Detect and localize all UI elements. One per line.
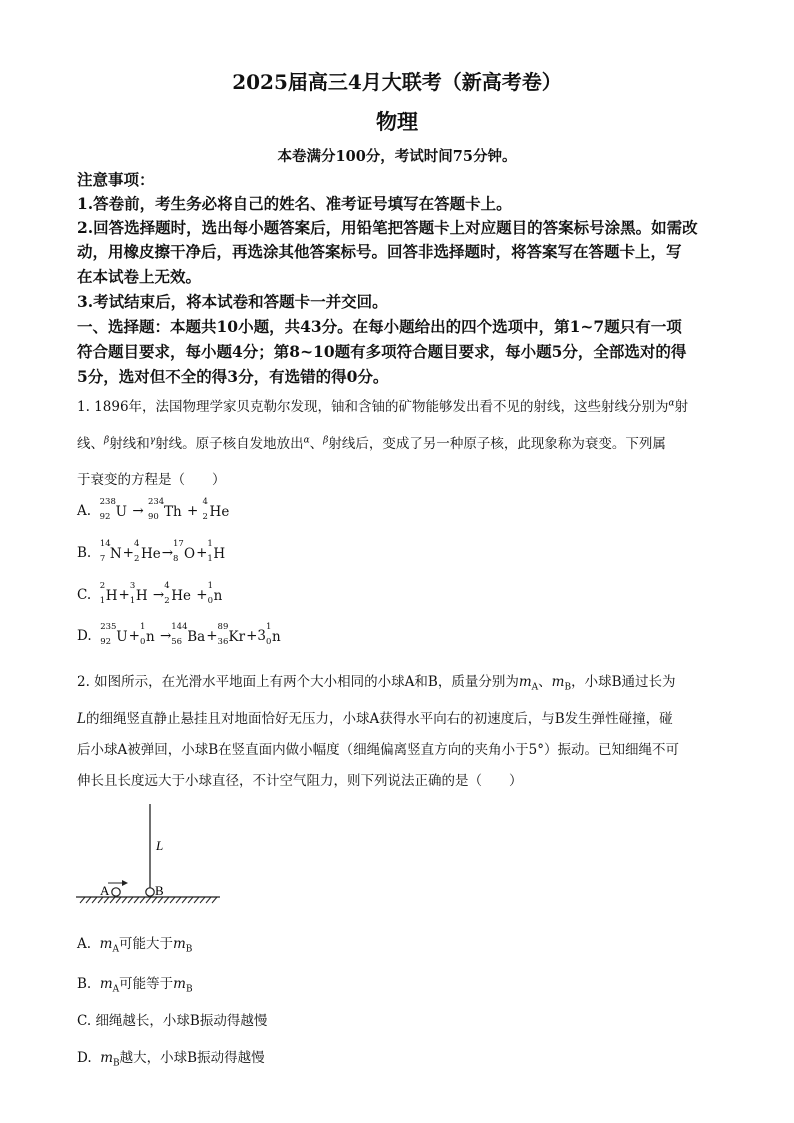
notice-line-3: 3.考试结束后，将本试卷和答题卡一并交回。: [77, 292, 388, 311]
nuclide-h2: 2 1 H: [99, 580, 118, 606]
nuclide-ba144: 144 56 Ba: [171, 621, 206, 647]
section-line-3: 5分，选对但不全的得3分，有选错的得0分。: [77, 367, 389, 386]
subject-title: 物理: [376, 109, 418, 134]
notice-line-2c: 在本试卷上无效。: [77, 267, 202, 286]
exam-subtitle: 本卷满分100分，考试时间75分钟。: [277, 148, 517, 165]
q2-line-3: 后小球A被弹回，小球B在竖直面内做小幅度（细绳偏离竖直方向的夹角小于5°）振动。已知细绳不可: [77, 742, 680, 758]
nuclide-n1: 1 0 n: [139, 621, 155, 647]
length-label: L: [156, 838, 164, 853]
pendulum-figure: [72, 800, 232, 912]
nuclide-h3: 3 1 H: [129, 580, 148, 606]
nuclide-th234: 234 90 Th: [147, 496, 182, 522]
q2-option-c: C. 细绳越长，小球B振动得越慢: [77, 1013, 268, 1029]
q2-option-b: B. $m_A$可能等于$m_B$: [77, 976, 193, 995]
velocity-arrowhead: [122, 880, 128, 886]
q1-line-3: 于衰变的方程是（ ）: [77, 472, 226, 488]
q1-line-1: 1. 1896年，法国物理学家贝克勒尔发现，铀和含铀的矿物能够发出看不见的射线，这些射线分别为$^\alpha$射: [77, 398, 689, 415]
exam-title: 2025届高三4月大联考（新高考卷）: [232, 70, 562, 94]
q2-line-2: L的细绳竖直静止悬挂且对地面恰好无压力，小球A获得水平向右的初速度后，与B发生弹性碰撞，碰: [77, 711, 673, 727]
nuclide-he4: 4 2 He: [164, 580, 191, 606]
section-line-1: 一、选择题：本题共10小题，共43分。在每小题给出的四个选项中，第1~7题只有一项: [77, 317, 682, 336]
notice-heading: 注意事项：: [77, 170, 155, 189]
q1-option-a: A. 238 92 U → 234 90 Th + 4 2 He: [77, 496, 230, 522]
section-line-2: 符合题目要求，每小题4分；第8~10题有多项符合题目要求，每小题5分，全部选对的得: [77, 342, 687, 361]
notice-line-1: 1.答卷前，考生务必将自己的姓名、准考证号填写在答题卡上。: [77, 194, 512, 213]
ball-a-label: A: [100, 883, 110, 898]
ball-b-label: B: [155, 883, 164, 898]
q2-line-1: 2. 如图所示，在光滑水平地面上有两个大小相同的小球A和B，质量分别为$m_A$、$m_B$，小球B通过长为: [77, 674, 676, 693]
q2-line-4: 伸长且长度远大于小球直径，不计空气阻力，则下列说法正确的是（ ）: [77, 773, 523, 789]
nuclide-kr89: 89 36 Kr: [217, 621, 246, 647]
q2-option-d: D. $m_B$越大，小球B振动得越慢: [77, 1050, 265, 1069]
nuclide-h1: 1 1 H: [207, 538, 226, 564]
nuclide-n1: 1 0 n: [266, 621, 281, 647]
ball-b: [146, 888, 154, 896]
q2-option-a: A. $m_A$可能大于$m_B$: [77, 936, 193, 955]
nuclide-he4: 4 2 He: [202, 496, 230, 522]
nuclide-n14: 14 7 N: [99, 538, 122, 564]
notice-line-2b: 动，用橡皮擦干净后，再选涂其他答案标号。回答非选择题时，将答案写在答题卡上，写: [77, 242, 682, 261]
ball-a: [112, 888, 120, 896]
q1-line-2: 线、$^\beta$射线和$^\gamma$射线。原子核自发地放出$^\alpha$、$^\beta$射线后，变成了另一种原子核，此现象称为衰变。下列属: [77, 435, 666, 452]
nuclide-he4: 4 2 He: [133, 538, 161, 564]
nuclide-u235: 235 92 U: [100, 621, 128, 647]
notice-line-2a: 2.回答选择题时，选出每小题答案后，用铅笔把答题卡上对应题目的答案标号涂黑。如需改: [77, 218, 698, 237]
q1-option-b: B. 14 7 N+ 4 2 He→ 17 8 O+ 1 1 H: [77, 538, 226, 564]
q1-option-c: C. 2 1 H+ 3 1 H → 4 2 He + 1 0 n: [77, 580, 223, 606]
nuclide-n1: 1 0 n: [207, 580, 223, 606]
q1-option-d: D. 235 92 U+ 1 0 n → 144 56 Ba+ 89 36 Kr+3 1 0 n: [77, 621, 281, 647]
nuclide-o17: 17 8 O: [173, 538, 196, 564]
nuclide-u238: 238 92 U: [99, 496, 128, 522]
